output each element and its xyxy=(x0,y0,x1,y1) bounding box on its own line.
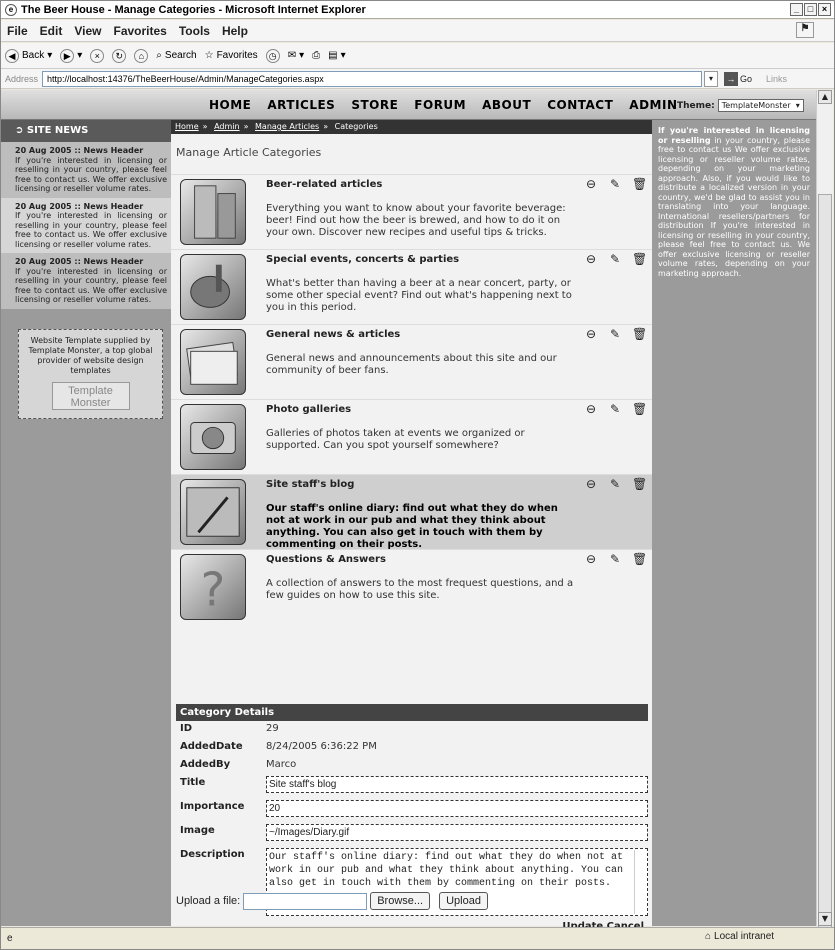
back-button[interactable]: ◀ Back ▾ xyxy=(5,49,52,63)
site-news-title: SITE NEWS xyxy=(26,125,89,136)
nav-forum[interactable]: FORUM xyxy=(414,98,467,112)
category-row xyxy=(171,174,652,249)
added-date-label: AddedDate xyxy=(180,741,243,752)
category-title: Special events, concerts & parties xyxy=(266,254,460,265)
news-item xyxy=(1,253,171,309)
menu-help[interactable]: Help xyxy=(221,23,248,38)
news-body: If you're interested in licensing or reselling in your country, please feel free to contact us. We offer exclusive licensing or reseller volume rates. xyxy=(15,211,167,249)
id-label: ID xyxy=(180,723,193,734)
status-bar xyxy=(1,927,834,949)
news-head: 20 Aug 2005 :: News Header xyxy=(15,146,144,155)
textarea-scrollbar[interactable] xyxy=(634,850,646,914)
trash-icon[interactable]: 🗑 xyxy=(632,177,648,191)
search-icon: ⌕ xyxy=(156,50,162,61)
menu-view[interactable]: View xyxy=(74,23,102,38)
upload-label: Upload a file: xyxy=(176,895,241,907)
theme-value: TemplateMonster xyxy=(721,101,791,110)
nav-store[interactable]: STORE xyxy=(351,98,399,112)
home-button[interactable] xyxy=(134,49,148,63)
close-button[interactable]: × xyxy=(818,3,831,16)
zone-label: Local intranet xyxy=(714,931,775,942)
file-input[interactable] xyxy=(243,893,367,910)
breadcrumb-separator-icon: » xyxy=(243,122,249,131)
question-mark-image xyxy=(180,554,246,620)
added-date-value: 8/24/2005 6:36:22 PM xyxy=(266,741,377,752)
forward-button[interactable]: ▶ ▾ xyxy=(60,49,82,63)
refresh-icon: ↻ xyxy=(112,49,126,63)
title-bar xyxy=(1,1,834,19)
nav-admin[interactable]: ADMIN xyxy=(629,98,678,112)
news-item xyxy=(1,198,171,254)
news-body: If you're interested in licensing or reselling in your country, please feel free to contact us. We offer exclusive licensing or reseller volume rates. xyxy=(15,266,167,304)
template-credit-text: Website Template supplied by Template Monster, a top global provider of website design templates xyxy=(28,335,153,375)
toolbar xyxy=(1,43,834,69)
upload-button[interactable]: Upload xyxy=(439,892,488,910)
chevron-down-icon: ▾ xyxy=(795,101,800,110)
go-label: Go xyxy=(740,73,753,84)
guitar-image xyxy=(180,254,246,320)
edit-pencil-icon[interactable]: ✎ xyxy=(609,327,621,341)
site-header xyxy=(1,90,816,120)
edit-pencil-icon[interactable]: ✎ xyxy=(609,402,621,416)
scroll-down-icon[interactable]: ▼ xyxy=(818,912,832,926)
news-head: 20 Aug 2005 :: News Header xyxy=(15,201,144,211)
ie-icon: e xyxy=(5,4,17,16)
history-icon: ◷ xyxy=(266,49,280,63)
menu-bar xyxy=(1,20,834,42)
web-page xyxy=(1,90,816,926)
beer-glass-image xyxy=(180,179,246,245)
theme-picker xyxy=(677,99,804,112)
mail-button[interactable]: ✉ ▾ xyxy=(287,50,305,61)
category-desc: What's better than having a beer at a near concert, party, or some other special event? Find out what's happening next to you in this period. xyxy=(266,278,572,313)
go-arrow-icon: → xyxy=(724,72,738,86)
right-panel-text: in your country, please free to contact us We offer exclusive licensing or reseller volume rates, depending on your marketing approach. Also, if you would like to distribute a localized version in your country, we'd be glad to assist you in translating into your language. International resellers/partners for distribution If you're interested in licensing or reselling in your country, please feel free to contact us. We offer exclusive licensing or reseller volume rates, depending on your marketing approach. xyxy=(658,135,810,278)
diary-image xyxy=(180,479,246,545)
breadcrumb-admin[interactable]: Admin xyxy=(214,122,240,131)
news-head: 20 Aug 2005 :: News Header xyxy=(15,257,144,266)
category-desc: Galleries of photos taken at events we organized or supported. Can you spot yourself somewhere? xyxy=(266,428,525,451)
scroll-thumb[interactable] xyxy=(818,194,832,944)
category-row-selected xyxy=(171,474,652,549)
zone-indicator xyxy=(705,931,774,942)
theme-select[interactable] xyxy=(718,99,804,112)
menu-file[interactable]: File xyxy=(7,23,28,38)
category-title: Beer-related articles xyxy=(266,179,383,190)
breadcrumb xyxy=(171,120,652,134)
history-button[interactable] xyxy=(266,49,280,63)
edit-page-icon: ▤ xyxy=(328,50,338,61)
edit-pencil-icon[interactable]: ✎ xyxy=(609,177,621,191)
back-arrow-icon: ◀ xyxy=(5,49,19,63)
category-desc: General news and announcements about this site and our community of beer fans. xyxy=(266,353,557,376)
nav-articles[interactable]: ARTICLES xyxy=(267,98,336,112)
scroll-up-icon[interactable]: ▲ xyxy=(818,90,832,104)
stop-button[interactable] xyxy=(90,49,104,63)
breadcrumb-separator-icon: » xyxy=(323,122,329,131)
view-icon[interactable]: ⊖ xyxy=(585,477,597,491)
added-by-label: AddedBy xyxy=(180,759,231,770)
search-button[interactable] xyxy=(156,50,196,61)
upload-form xyxy=(176,892,488,910)
home-icon: ⌂ xyxy=(134,49,148,63)
favorites-label: Favorites xyxy=(216,50,258,61)
address-label: Address xyxy=(5,73,39,84)
importance-input[interactable]: 20 xyxy=(266,800,648,817)
breadcrumb-current: Categories xyxy=(334,122,378,131)
favorites-button[interactable] xyxy=(205,50,258,61)
view-icon[interactable]: ⊖ xyxy=(585,552,597,566)
title-input[interactable]: Site staff's blog xyxy=(266,776,648,793)
description-label: Description xyxy=(180,849,245,860)
trash-icon[interactable]: 🗑 xyxy=(632,327,648,341)
logo-line-1: Template xyxy=(68,384,113,397)
template-credit xyxy=(18,329,163,419)
importance-label: Importance xyxy=(180,801,245,812)
breadcrumb-home[interactable]: Home xyxy=(175,122,199,131)
news-body: If you're interested in licensing or reselling in your country, please feel free to contact us. We offer exclusive licensing or reseller volume rates. xyxy=(15,155,167,193)
windows-flag-icon: ⚑ xyxy=(796,22,814,38)
maximize-button[interactable]: □ xyxy=(804,3,817,16)
nav-contact[interactable]: CONTACT xyxy=(547,98,614,112)
menu-favorites[interactable]: Favorites xyxy=(113,23,167,38)
menu-tools[interactable]: Tools xyxy=(178,23,210,38)
arrow-circle-icon: ➲ xyxy=(15,125,24,136)
refresh-button[interactable] xyxy=(112,49,126,63)
trash-icon[interactable]: 🗑 xyxy=(632,252,648,266)
minimize-button[interactable]: _ xyxy=(790,3,803,16)
category-desc: Everything you want to know about your favorite beverage: beer! Find out how the beer is brewed, and how to do it on your own. Discover new recipes and useful tips & tricks. xyxy=(266,203,566,238)
edit-button[interactable]: ▤ ▾ xyxy=(328,50,346,61)
mail-icon: ✉ xyxy=(287,50,297,61)
category-row xyxy=(171,399,652,474)
nav-about[interactable]: ABOUT xyxy=(482,98,532,112)
added-by-value: Marco xyxy=(266,759,297,770)
links-button[interactable]: Links xyxy=(766,73,788,84)
svg-text:?: ? xyxy=(200,562,226,617)
nav-home[interactable]: HOME xyxy=(209,98,252,112)
left-sidebar xyxy=(1,120,171,926)
category-title: Photo galleries xyxy=(266,404,352,415)
theme-label: Theme: xyxy=(677,100,715,111)
category-title: Questions & Answers xyxy=(266,554,386,565)
forward-arrow-icon: ▶ xyxy=(60,49,74,63)
details-header: Category Details xyxy=(176,704,648,721)
description-text: Our staff's online diary: find out what they do when not at work in our pub and what they think about anything. You can also get in touch with them by commenting on their posts. xyxy=(269,852,624,889)
category-title: General news & articles xyxy=(266,329,401,340)
newspaper-image xyxy=(180,329,246,395)
breadcrumb-separator-icon: » xyxy=(202,122,208,131)
page-status-icon: e xyxy=(7,933,13,944)
image-input[interactable]: ~/Images/Diary.gif xyxy=(266,824,648,841)
address-dropdown-icon[interactable]: ▾ xyxy=(704,71,718,87)
logo-line-2: Monster xyxy=(70,396,111,409)
breadcrumb-articles[interactable]: Manage Articles xyxy=(255,122,320,131)
edit-pencil-icon[interactable]: ✎ xyxy=(609,552,621,566)
menu-edit[interactable]: Edit xyxy=(39,23,63,38)
category-row xyxy=(171,324,652,399)
browse-button[interactable]: Browse... xyxy=(370,892,430,910)
print-button[interactable] xyxy=(312,50,320,61)
go-button[interactable] xyxy=(724,72,752,86)
main-nav xyxy=(209,98,678,112)
trash-icon[interactable]: 🗑 xyxy=(632,477,648,491)
category-row xyxy=(171,249,652,324)
trash-icon[interactable]: 🗑 xyxy=(632,552,648,566)
edit-pencil-icon[interactable]: ✎ xyxy=(609,477,621,491)
right-sidebar xyxy=(652,120,816,926)
printer-icon: ⎙ xyxy=(312,50,321,61)
view-icon[interactable]: ⊖ xyxy=(585,402,597,416)
site-news-header xyxy=(1,120,171,142)
star-icon: ☆ xyxy=(204,50,214,61)
page-scrollbar[interactable] xyxy=(816,90,833,926)
view-icon[interactable]: ⊖ xyxy=(585,327,597,341)
main-content xyxy=(171,120,652,926)
id-value: 29 xyxy=(266,723,279,734)
view-icon[interactable]: ⊖ xyxy=(585,177,597,191)
title-label: Title xyxy=(180,777,206,788)
window-title: The Beer House - Manage Categories - Microsoft Internet Explorer xyxy=(21,3,366,16)
edit-pencil-icon[interactable]: ✎ xyxy=(609,252,621,266)
category-title: Site staff's blog xyxy=(266,479,355,490)
category-row xyxy=(171,549,652,624)
address-input[interactable]: http://localhost:14376/TheBeerHouse/Admin/ManageCategories.aspx xyxy=(42,71,702,87)
category-desc: A collection of answers to the most frequest questions, and a few guides on how to use this site. xyxy=(266,578,574,601)
right-panel-lead: If you're interested in licensing or reselling xyxy=(658,126,810,145)
search-label: Search xyxy=(164,50,197,61)
news-item xyxy=(1,142,171,198)
image-label: Image xyxy=(180,825,215,836)
category-desc: Our staff's online diary: find out what they do when not at work in our pub and what they think about anything. You can also get in touch with them by commenting on their posts. xyxy=(266,503,558,550)
camera-image xyxy=(180,404,246,470)
back-label: Back xyxy=(22,50,45,61)
view-icon[interactable]: ⊖ xyxy=(585,252,597,266)
address-bar xyxy=(1,69,834,89)
page-title: Manage Article Categories xyxy=(176,146,322,159)
trash-icon[interactable]: 🗑 xyxy=(632,402,648,416)
template-monster-logo[interactable] xyxy=(52,382,130,410)
stop-icon: × xyxy=(90,49,104,63)
intranet-icon: ⌂ xyxy=(705,931,712,942)
